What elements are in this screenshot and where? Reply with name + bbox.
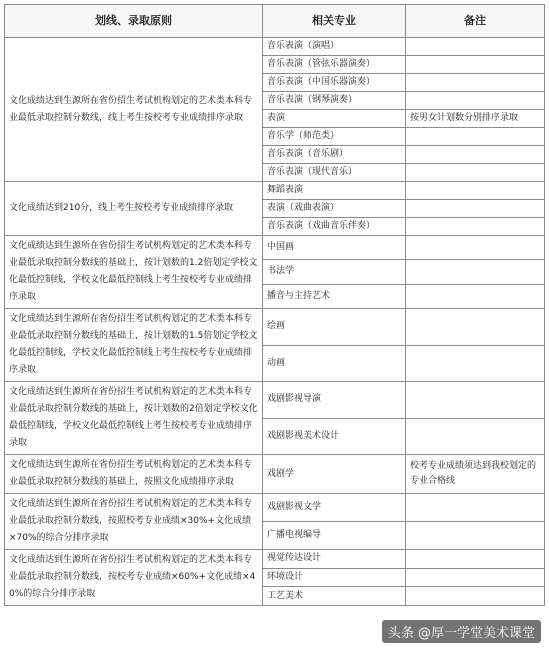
note-cell [406,494,545,522]
note-cell: 按男女计划数分别排序录取 [406,110,545,128]
table-row [5,455,545,494]
note-cell [406,200,545,218]
major-cell: 绘画 [263,309,406,346]
major-cell: 戏剧影视美术设计 [263,418,406,455]
note-cell [406,568,545,587]
table-row [5,236,545,260]
table-row [5,182,545,200]
major-cell: 戏剧影视文学 [263,494,406,522]
major-cell: 书法学 [263,260,406,284]
note-cell [406,550,545,569]
note-cell [406,309,545,346]
major-cell: 表演 [263,110,406,128]
major-cell: 音乐表演（钢琴演奏） [263,92,406,110]
admission-rule-cell: 文化成绩达到生源所在省份招生考试机构划定的艺术类本科专业最低录取控制分数线的基础上，按计划数的2倍划定学校文化最低控制线，学校文化最低控制线上考生按校考专业成绩排序录取 [5,382,263,455]
note-cell [406,182,545,200]
note-cell [406,56,545,74]
note-cell [406,74,545,92]
major-cell: 音乐表演（戏曲音乐伴奏） [263,218,406,236]
major-cell: 中国画 [263,236,406,260]
admission-rule-cell: 文化成绩达到生源所在省份招生考试机构划定的艺术类本科专业最低录取控制分数线的基础上，按计划数的1.5倍划定学校文化最低控制线，学校文化最低控制线上考生按校考专业成绩排序录取 [5,309,263,382]
major-cell: 广播电视编导 [263,522,406,550]
note-cell [406,164,545,182]
note-cell [406,92,545,110]
note-cell [406,522,545,550]
table-row [5,550,545,569]
major-cell: 动画 [263,345,406,382]
note-cell [406,128,545,146]
major-cell: 音乐表演（现代音乐） [263,164,406,182]
major-cell: 戏剧影视导演 [263,382,406,419]
major-cell: 工艺美术 [263,587,406,606]
header-note: 备注 [406,5,545,38]
admission-rule-cell: 文化成绩达到生源所在省份招生考试机构划定的艺术类本科专业最低录取控制分数线，按校考专业成绩×60%+文化成绩×40%的综合分排序录取 [5,550,263,606]
major-cell: 音乐学（师范类） [263,128,406,146]
admission-rule-cell: 文化成绩达到210分，线上考生按校考专业成绩排序录取 [5,182,263,236]
major-cell: 播音与主持艺术 [263,284,406,308]
note-cell [406,418,545,455]
table-row [5,382,545,419]
note-cell [406,38,545,56]
major-cell: 音乐表演（演唱） [263,38,406,56]
admission-table-container [4,4,544,606]
note-cell [406,587,545,606]
header-row [5,5,545,38]
note-cell [406,260,545,284]
admission-rule-cell: 文化成绩达到生源所在省份招生考试机构划定的艺术类本科专业最低录取控制分数线的基础上，按照文化成绩排序录取 [5,455,263,494]
note-cell [406,146,545,164]
major-cell: 戏剧学 [263,455,406,494]
watermark: 头条 @厚一学堂美术课堂 [382,620,541,643]
major-cell: 表演（戏曲表演） [263,200,406,218]
major-cell: 环境设计 [263,568,406,587]
major-cell: 视觉传达设计 [263,550,406,569]
note-cell [406,218,545,236]
admission-rule-cell: 文化成绩达到生源所在省份招生考试机构划定的艺术类本科专业最低录取控制分数线，按照校考专业成绩×30%+文化成绩×70%的综合分排序录取 [5,494,263,550]
major-cell: 音乐表演（音乐剧） [263,146,406,164]
admission-rule-cell: 文化成绩达到生源所在省份招生考试机构划定的艺术类本科专业最低录取控制分数线，线上考生按校考专业成绩排序录取 [5,38,263,182]
note-cell [406,236,545,260]
admission-rule-cell: 文化成绩达到生源所在省份招生考试机构划定的艺术类本科专业最低录取控制分数线的基础上，按计划数的1.2倍划定学校文化最低控制线，学校文化最低控制线上考生按校考专业成绩排序录取 [5,236,263,309]
table-row [5,38,545,56]
note-cell [406,345,545,382]
note-cell: 校考专业成绩须达到我校划定的专业合格线 [406,455,545,494]
note-cell [406,284,545,308]
major-cell: 音乐表演（中国乐器演奏） [263,74,406,92]
table-body [5,38,545,606]
major-cell: 舞蹈表演 [263,182,406,200]
header-rule: 划线、录取原则 [5,5,263,38]
note-cell [406,382,545,419]
header-major: 相关专业 [263,5,406,38]
table-row [5,309,545,346]
table-row [5,494,545,522]
major-cell: 音乐表演（管弦乐器演奏） [263,56,406,74]
admission-table [4,4,545,606]
